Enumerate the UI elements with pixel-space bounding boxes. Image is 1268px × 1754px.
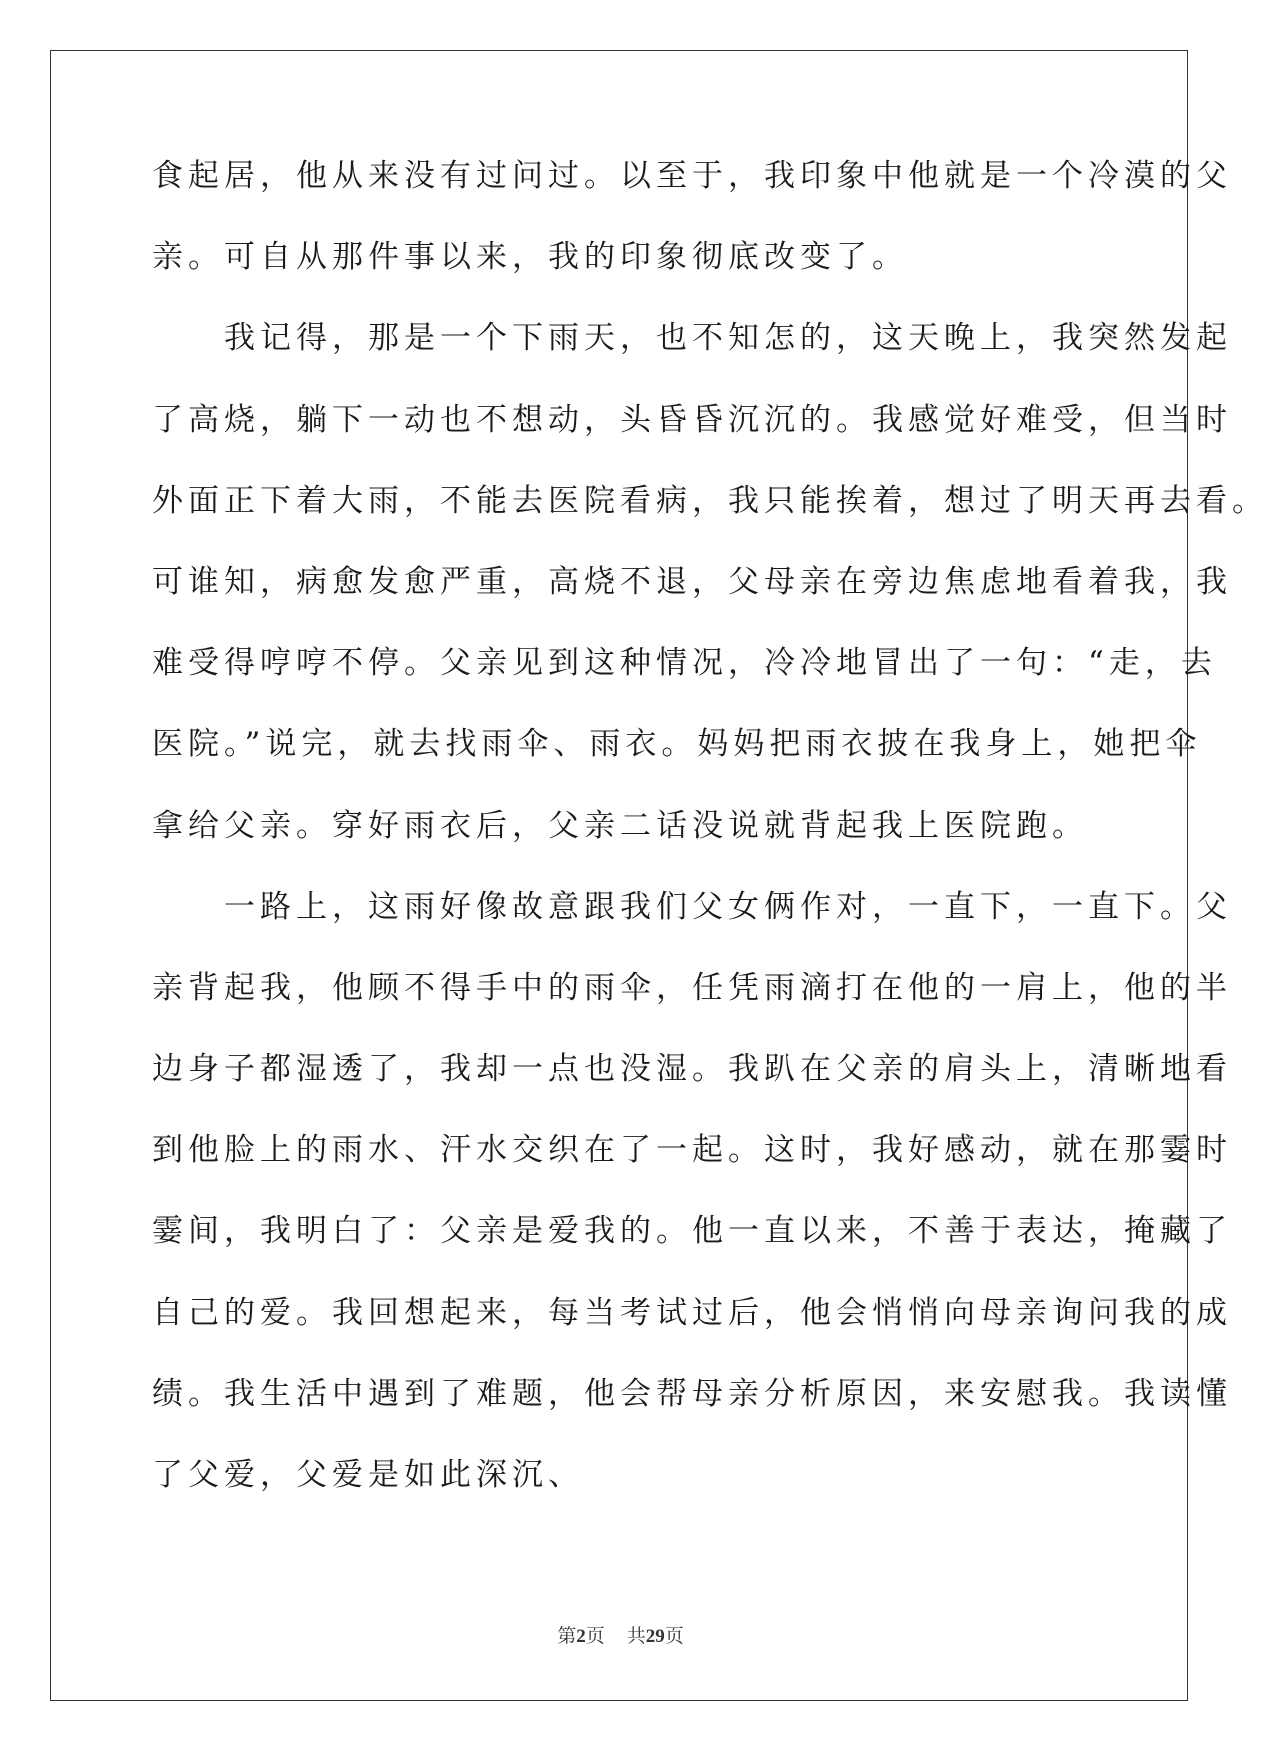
- text-line: 我记得，那是一个下雨天，也不知怎的，这天晚上，我突然发起: [152, 320, 1232, 357]
- total-page-count: 29: [645, 1626, 665, 1647]
- text-line: 霎间，我明白了：父亲是爱我的。他一直以来，不善于表达，掩藏了: [152, 1213, 1232, 1250]
- text-line: 食起居，他从来没有过问过。以至于，我印象中他就是一个冷漠的父: [152, 158, 1232, 194]
- text-line: 了父爱，父爱是如此深沉、: [152, 1457, 584, 1493]
- text-line: 到他脸上的雨水、汗水交织在了一起。这时，我好感动，就在那霎时: [152, 1132, 1232, 1169]
- text-line: 亲。可自从那件事以来，我的印象彻底改变了。: [152, 239, 908, 276]
- page-footer: [0, 1624, 1241, 1649]
- document-body: [152, 158, 1268, 1540]
- text-line: 医院。”说完，就去找雨伞、雨衣。妈妈把雨衣披在我身上，她把伞: [152, 726, 1202, 763]
- text-line: 难受得哼哼不停。父亲见到这种情况，冷冷地冒出了一句：“走，去: [152, 645, 1217, 682]
- text-line: 拿给父亲。穿好雨衣后，父亲二话没说就背起我上医院跑。: [152, 807, 1088, 844]
- text-line: 了高烧，躺下一动也不想动，头昏昏沉沉的。我感觉好难受，但当时: [152, 401, 1232, 438]
- text-line: 外面正下着大雨，不能去医院看病，我只能挨着，想过了明天再去看。: [152, 482, 1268, 519]
- text-line: 可谁知，病愈发愈严重，高烧不退，父母亲在旁边焦虑地看着我，我: [152, 563, 1232, 600]
- text-line: 一路上，这雨好像故意跟我们父女俩作对，一直下，一直下。父: [152, 888, 1232, 925]
- current-page-number: 2: [576, 1626, 586, 1647]
- text-line: 边身子都湿透了，我却一点也没湿。我趴在父亲的肩头上，清晰地看: [152, 1051, 1232, 1088]
- total-prefix: 共: [626, 1625, 646, 1647]
- text-line: 亲背起我，他顾不得手中的雨伞，任凭雨滴打在他的一肩上，他的半: [152, 969, 1232, 1006]
- total-suffix: 页: [664, 1625, 684, 1647]
- text-line: 绩。我生活中遇到了难题，他会帮母亲分析原因，来安慰我。我读懂: [152, 1375, 1232, 1412]
- text-line: 自己的爱。我回想起来，每当考试过后，他会悄悄向母亲询问我的成: [152, 1294, 1232, 1331]
- page-suffix: 页: [585, 1625, 605, 1647]
- page-prefix: 第: [557, 1625, 577, 1647]
